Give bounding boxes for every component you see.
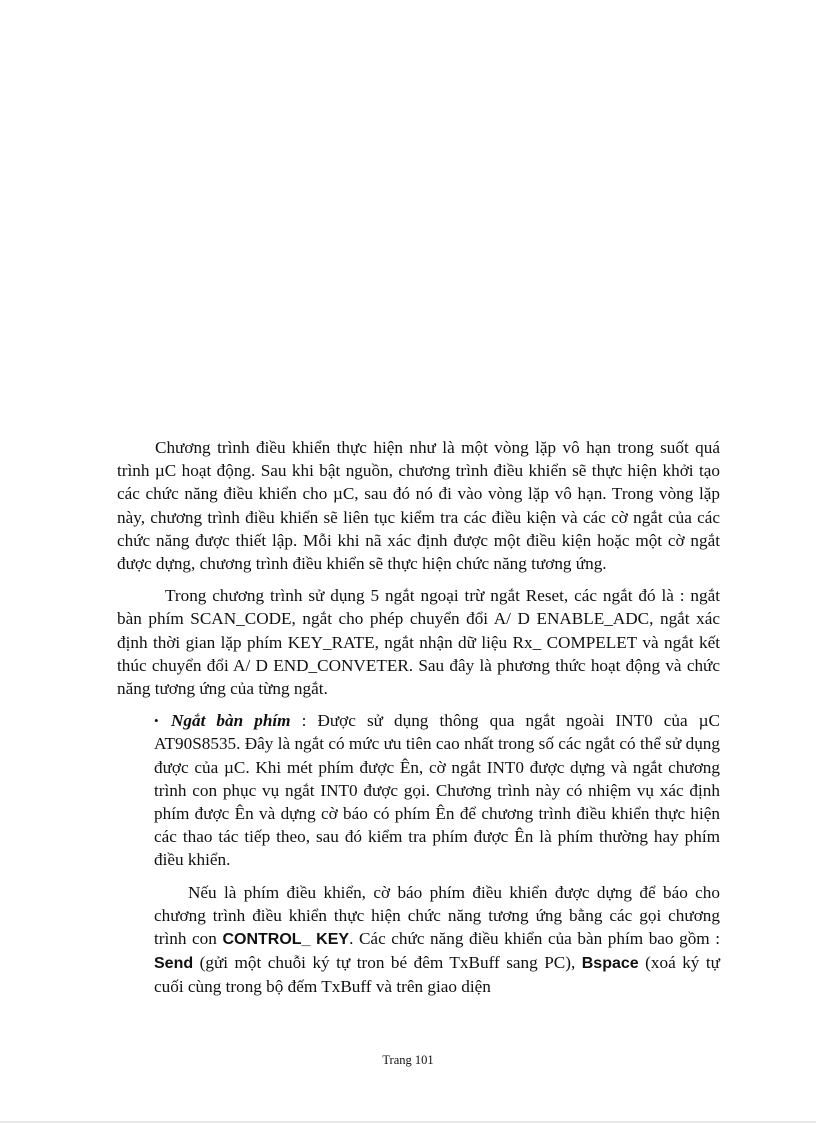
text-segment: (xoá ký tự cuối cùng trong bộ đếm TxBuff và trên giao diện (154, 953, 720, 997)
page-footer: Trang 101 (382, 1053, 434, 1067)
bullet-icon: • (154, 713, 159, 729)
bullet-text: : Được sử dụng thông qua ngắt ngoài INT0 của µC AT90S8535. Đây là ngắt có mức ưu tiên cao nhất trong số các ngắt có thể sử dụng được của µC. Khi mét phím được Ên, cờ ngắt INT0 được dựng và ngắt chương trình con phục vụ ngắt INT0 được gọi. Chương trình này có nhiệm vụ xác định phím được Ên và dựng cờ báo có phím Ên để chương trình điều khiển thực hiện các thao tác tiếp theo, sau đó kiểm tra phím được Ên là phím thường hay phím điều khiển. (154, 711, 720, 870)
text-segment: Nếu là phím điều khiển, cờ báo phím điều khiển được dựng để báo cho chương trình điều khiển thực hiện chức năng tương ứng bằng các gọi chương trình con (154, 882, 720, 949)
paragraph-interrupts: Trong chương trình sử dụng 5 ngắt ngoại trừ ngắt Reset, các ngắt đó là : ngắt bàn phím SCAN_CODE, ngắt cho phép chuyển đổi A/ D ENABLE_ADC, ngắt xác định thời gian lặp phím KEY_RATE, ngắt nhận dữ liệu Rx_ COMPELET và ngắt kết thúc chuyển đổi A/ D END_CONVETER. Sau đây là phương thức hoạt động và chức năng tương ứng của từng ngắt. (117, 586, 720, 699)
send-term: Send (154, 955, 194, 973)
bullet-title: Ngắt bàn phím (171, 711, 291, 731)
paragraph-control-key (154, 881, 720, 999)
bspace-term: Bspace (581, 955, 639, 973)
bullet-keyboard-interrupt (117, 709, 720, 998)
text-segment: . Các chức năng điều khiển của bàn phím bao gồm : (349, 929, 721, 949)
paragraph-intro: Chương trình điều khiển thực hiện như là một vòng lặp vô hạn trong suốt quá trình µC hoạt động. Sau khi bật nguồn, chương trình điều khiển sẽ thực hiện khởi tạo các chức năng điều khiển cho µC, sau đó nó đi vào vòng lặp vô hạn. Trong vòng lặp này, chương trình điều khiển sẽ liên tục kiểm tra các điều kiện và các cờ ngắt của các chức năng được thiết lập. Mỗi khi nã xác định được một điều kiện hoặc một cờ ngắt được dựng, chương trình điều khiển sẽ thực hiện chức năng tương ứng. (117, 438, 720, 574)
control-key-term: CONTROL_ KEY (222, 931, 350, 949)
bullet-paragraph (154, 709, 720, 871)
body-text (117, 436, 720, 999)
text-segment: (gửi một chuỗi ký tự tron bé đêm TxBuff sang PC), (193, 953, 582, 973)
